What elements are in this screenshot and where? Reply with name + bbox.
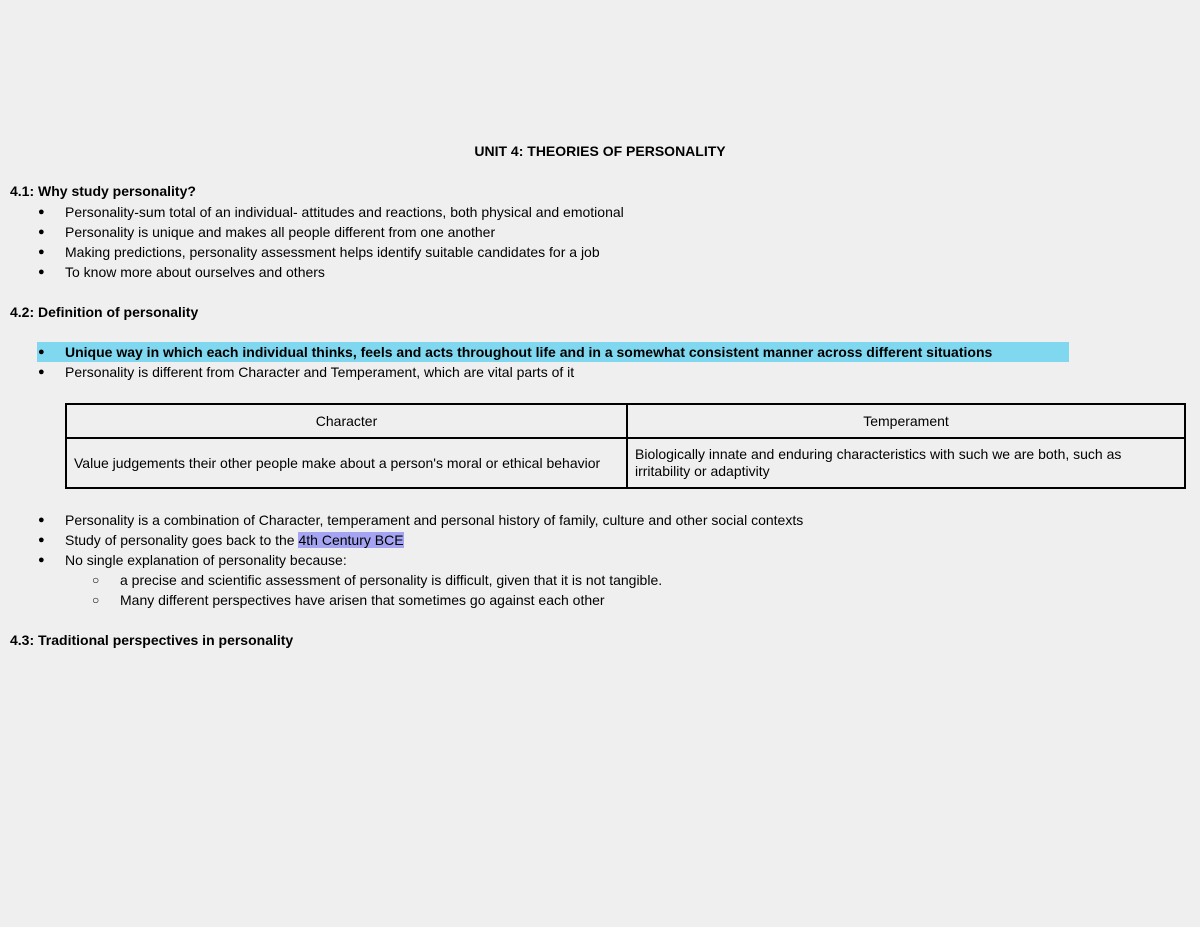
list-item: ● Making predictions, personality assessment helps identify suitable candidates for a job (38, 244, 600, 260)
bullet-icon: ● (38, 226, 45, 238)
section-heading-4-1: 4.1: Why study personality? (10, 183, 196, 199)
bullet-icon: ● (38, 514, 45, 526)
table-cell-temperament: Biologically innate and enduring characteristics with such we are both, such as irritability or adaptivity (627, 438, 1185, 488)
table-cell-character: Value judgements their other people make about a person's moral or ethical behavior (66, 438, 627, 488)
bullet-icon: ● (38, 534, 45, 546)
table-header-character: Character (66, 404, 627, 438)
list-item: ● Study of personality goes back to the 4th Century BCE (38, 532, 404, 548)
bullet-icon: ● (38, 554, 45, 566)
list-item: ● No single explanation of personality because: (38, 552, 347, 568)
list-item: ● Personality is different from Character and Temperament, which are vital parts of it (38, 364, 575, 380)
bullet-icon: ● (38, 366, 45, 378)
section-4-2-sublist (0, 570, 662, 610)
bullet-icon: ● (38, 346, 45, 358)
section-4-2-list-a (0, 342, 993, 382)
section-heading-4-2: 4.2: Definition of personality (10, 304, 199, 320)
sub-list-item: ○ Many different perspectives have arisen that sometimes go against each other (92, 592, 605, 608)
bullet-icon: ● (38, 266, 45, 278)
section-heading-4-3: 4.3: Traditional perspectives in personality (10, 632, 294, 648)
section-4-1-list (0, 202, 624, 282)
section-4-2-list-b (0, 510, 803, 570)
list-item: ● Personality is unique and makes all people different from one another (38, 224, 496, 240)
sub-list-item: ○ a precise and scientific assessment of personality is difficult, given that it is not tangible. (92, 572, 663, 588)
list-item-highlighted: ● Unique way in which each individual thinks, feels and acts throughout life and in a somewhat consistent manner across different situations (38, 344, 993, 360)
circle-bullet-icon: ○ (92, 593, 100, 607)
table-header-temperament: Temperament (627, 404, 1185, 438)
page-title: UNIT 4: THEORIES OF PERSONALITY (474, 143, 726, 159)
bullet-icon: ● (38, 246, 45, 258)
highlighted-date: 4th Century BCE (298, 532, 404, 548)
circle-bullet-icon: ○ (92, 573, 100, 587)
list-item: ● Personality-sum total of an individual- attitudes and reactions, both physical and emotional (38, 204, 624, 220)
list-item: ● Personality is a combination of Character, temperament and personal history of family, culture and other social contexts (38, 512, 804, 528)
bullet-icon: ● (38, 206, 45, 218)
list-item: ● To know more about ourselves and others (38, 264, 325, 280)
character-temperament-table (65, 403, 1186, 489)
